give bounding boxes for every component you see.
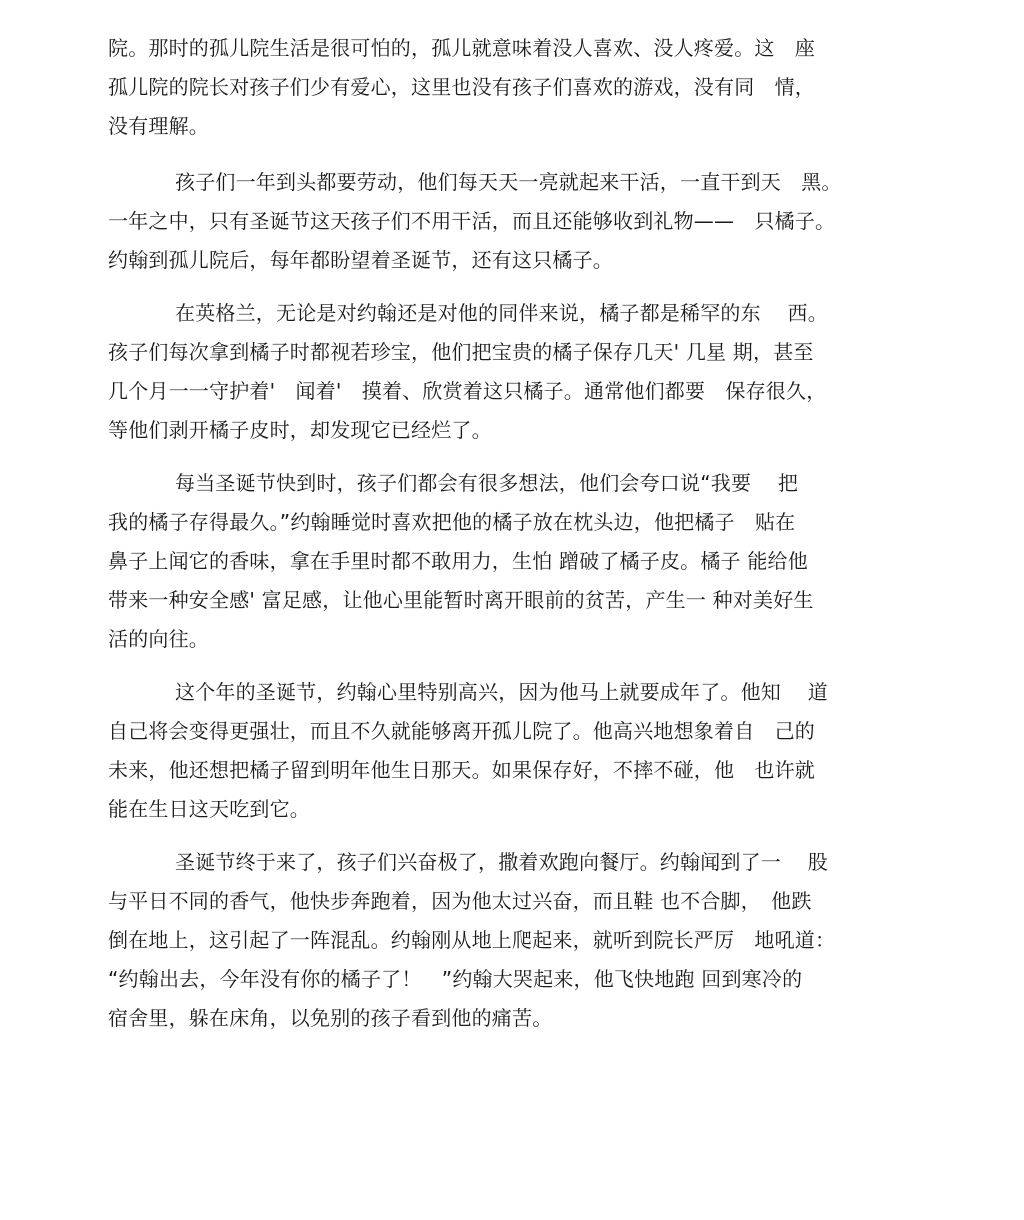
text-line: 在英格兰，无论是对约翰还是对他的同伴来说，橘子都是稀罕的东 西。: [175, 301, 828, 325]
text-line: “约翰出去，今年没有你的橘子了！ ”约翰大哭起来，他飞快地跑 回到寒冷的: [108, 967, 803, 991]
text-line: 每当圣诞节快到时，孩子们都会有很多想法，他们会夸口说“我要 把: [175, 471, 799, 495]
text-line: 孤儿院的院长对孩子们少有爱心，这里也没有孩子们喜欢的游戏，没有同 情，: [108, 75, 815, 99]
paragraph-4: [108, 464, 908, 659]
paragraph-1: [108, 29, 908, 146]
text-line: 等他们剥开橘子皮时，却发现它已经烂了。: [108, 418, 492, 442]
text-line: 院。那时的孤儿院生活是很可怕的，孤儿就意味着没人喜欢、没人疼爱。这 座: [108, 36, 815, 60]
text-line: 未来，他还想把橘子留到明年他生日那天。如果保存好，不摔不碰，他 也许就: [108, 758, 815, 782]
paragraph-2: [108, 163, 908, 280]
paragraph-6: [108, 843, 908, 1038]
text-line: 活的向往。: [108, 627, 209, 651]
text-line: 圣诞节终于来了，孩子们兴奋极了，撒着欢跑向餐厅。约翰闻到了一 股: [175, 850, 828, 874]
text-line: 一年之中，只有圣诞节这天孩子们不用干活，而且还能够收到礼物—— 只橘子。: [108, 209, 836, 233]
text-line: 约翰到孤儿院后，每年都盼望着圣诞节，还有这只橘子。: [108, 248, 613, 272]
text-line: 没有理解。: [108, 114, 209, 138]
text-line: 带来一种安全感' 富足感，让他心里能暂时离开眼前的贫苦，产生一 种对美好生: [108, 588, 814, 612]
text-line: 能在生日这天吃到它。: [108, 797, 310, 821]
text-line: 宿舍里，躲在床角，以免别的孩子看到他的痛苦。: [108, 1006, 553, 1030]
paragraph-3: [108, 294, 908, 450]
text-line: 与平日不同的香气，他快步奔跑着，因为他太过兴奋，而且鞋 也不合脚， 他跌: [108, 889, 812, 913]
text-line: 孩子们每次拿到橘子时都视若珍宝，他们把宝贵的橘子保存几天' 几星 期，甚至: [108, 340, 814, 364]
paragraph-5: [108, 673, 908, 829]
text-line: 几个月一一守护着' 闻着' 摸着、欣赏着这只橘子。通常他们都要 保存很久，: [108, 379, 827, 403]
text-line: 自己将会变得更强壮，而且不久就能够离开孤儿院了。他高兴地想象着自 己的: [108, 719, 815, 743]
text-line: 这个年的圣诞节，约翰心里特别高兴，因为他马上就要成年了。他知 道: [175, 680, 828, 704]
text-line: 倒在地上，这引起了一阵混乱。约翰刚从地上爬起来，就听到院长严厉 地吼道：: [108, 928, 836, 952]
text-line: 我的橘子存得最久。”约翰睡觉时喜欢把他的橘子放在枕头边，他把橘子 贴在: [108, 510, 796, 534]
text-line: 鼻子上闻它的香味，拿在手里时都不敢用力，生怕 蹭破了橘子皮。橘子 能给他: [108, 549, 808, 573]
text-line: 孩子们一年到头都要劳动，他们每天天一亮就起来干活，一直干到天 黑。: [175, 170, 842, 194]
